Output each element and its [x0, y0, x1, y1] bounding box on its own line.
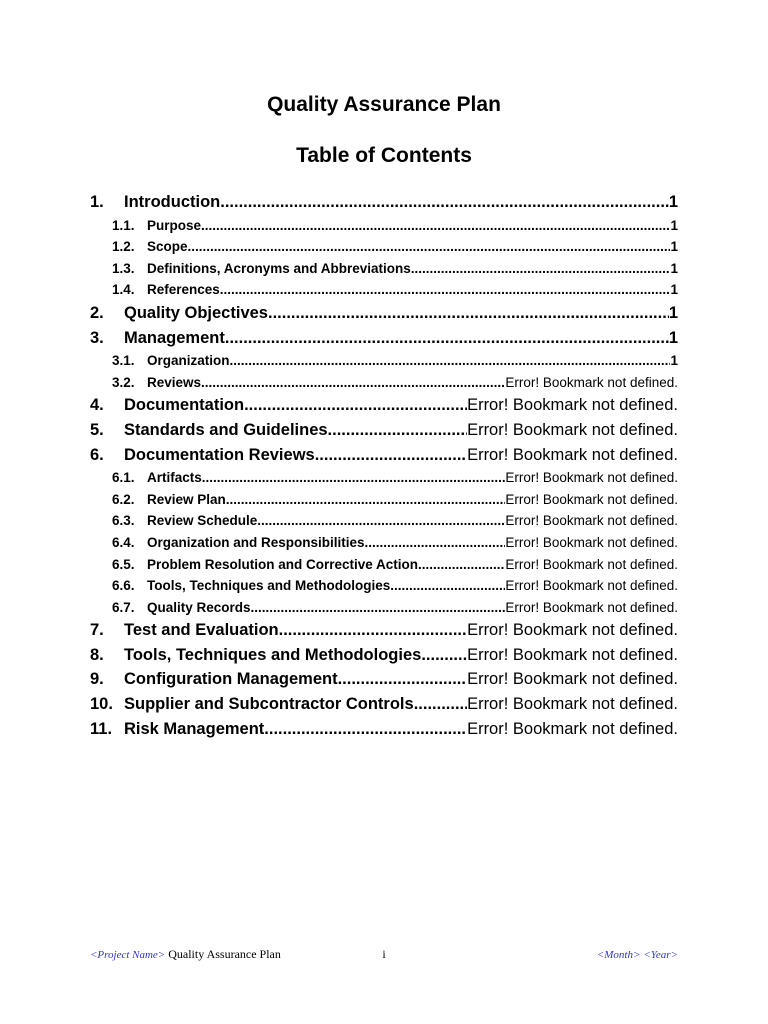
toc-dot-leader — [188, 236, 671, 258]
toc-entry[interactable] — [90, 692, 678, 717]
toc-entry-page: 1 — [668, 328, 678, 347]
toc-entry-number: 1.3. — [112, 260, 135, 276]
toc-entry-page: Error! Bookmark not defined. — [467, 621, 678, 640]
toc-entry[interactable] — [90, 489, 678, 511]
toc-entry-page: 1 — [668, 193, 678, 211]
toc-entry[interactable] — [90, 554, 678, 576]
toc-entry-number: 3.2. — [112, 374, 135, 390]
toc-dot-leader — [226, 489, 506, 511]
month-placeholder: <Month> — [596, 949, 641, 961]
toc-entry-number: 6.4. — [112, 534, 135, 550]
toc-entry-label: Tools, Techniques and Methodologies — [124, 645, 422, 664]
toc-entry-label: Test and Evaluation — [124, 621, 279, 640]
toc-entry-page: Error! Bookmark not defined. — [467, 719, 678, 738]
toc-entry-label: Purpose — [147, 217, 202, 233]
toc-dot-leader — [279, 618, 467, 643]
toc-entry-number: 1.1. — [112, 217, 135, 233]
toc-entry-page: Error! Bookmark not defined. — [505, 491, 678, 507]
toc-entry[interactable] — [90, 467, 678, 489]
toc-entry-number: 6.6. — [112, 578, 135, 594]
toc-dot-leader — [414, 692, 467, 717]
toc-dot-leader — [202, 467, 506, 489]
toc-entry-label: References — [147, 282, 220, 298]
toc-entry[interactable] — [90, 372, 678, 394]
toc-entry-page: 1 — [670, 282, 678, 298]
toc-entry-page: Error! Bookmark not defined. — [505, 556, 678, 572]
toc-entry-number: 6.2. — [112, 491, 135, 507]
toc-entry-number: 9. — [90, 670, 104, 689]
toc-entry-page: Error! Bookmark not defined. — [505, 470, 678, 486]
toc-entry[interactable] — [90, 350, 678, 372]
toc-entry[interactable] — [90, 236, 678, 258]
page-footer — [90, 947, 678, 965]
toc-dot-leader — [418, 554, 505, 576]
project-name-placeholder: <Project Name> — [90, 949, 166, 961]
toc-entry-label: Scope — [147, 239, 188, 255]
toc-dot-leader — [257, 510, 505, 532]
toc-entry[interactable] — [90, 643, 678, 668]
toc-entry-page: Error! Bookmark not defined. — [467, 670, 678, 689]
toc-entry[interactable] — [90, 575, 678, 597]
toc-dot-leader — [220, 279, 671, 301]
toc-entry-label: Quality Objectives — [124, 303, 268, 322]
toc-entry-number: 6.7. — [112, 599, 135, 615]
toc-entry-label: Review Plan — [147, 491, 226, 507]
toc-entry[interactable] — [90, 597, 678, 619]
toc-entry-label: Documentation — [124, 396, 245, 415]
toc-dot-leader — [201, 215, 670, 237]
toc-entry[interactable] — [90, 618, 678, 643]
toc-entry-number: 7. — [90, 621, 104, 640]
toc-entry-label: Supplier and Subcontractor Controls — [124, 695, 414, 714]
toc-entry-label: Standards and Guidelines — [124, 420, 328, 439]
toc-entry[interactable] — [90, 301, 678, 326]
toc-dot-leader — [268, 301, 669, 326]
toc-entry-label: Definitions, Acronyms and Abbreviations — [147, 260, 411, 276]
toc-entry[interactable] — [90, 532, 678, 554]
toc-entry-page: Error! Bookmark not defined. — [505, 513, 678, 529]
toc-entry-page: 1 — [670, 260, 678, 276]
toc-entry-page: Error! Bookmark not defined. — [505, 578, 678, 594]
toc-entry-label: Risk Management — [124, 719, 265, 738]
toc-entry-page: Error! Bookmark not defined. — [467, 420, 678, 439]
toc-dot-leader — [328, 418, 468, 443]
toc-entry-label: Artifacts — [147, 470, 202, 486]
toc-entry[interactable] — [90, 443, 678, 468]
year-placeholder: <Year> — [643, 949, 678, 961]
document-title: Quality Assurance Plan — [267, 93, 501, 116]
toc-entry-page: Error! Bookmark not defined. — [505, 374, 678, 390]
toc-entry-number: 4. — [90, 396, 104, 415]
toc-entry[interactable] — [90, 326, 678, 351]
toc-entry-label: Organization and Responsibilities — [147, 534, 365, 550]
footer-date — [597, 947, 678, 962]
toc-entry-label: Management — [124, 328, 225, 347]
toc-entry-page: Error! Bookmark not defined. — [467, 396, 678, 415]
toc-dot-leader — [411, 258, 671, 280]
toc-entry[interactable] — [90, 215, 678, 237]
toc-entry-label: Configuration Management — [124, 670, 338, 689]
toc-dot-leader — [365, 532, 506, 554]
toc-entry-page: Error! Bookmark not defined. — [467, 695, 678, 714]
toc-entry-number: 1.4. — [112, 282, 135, 298]
toc-entry-label: Tools, Techniques and Methodologies — [147, 578, 391, 594]
footer-doc-name: Quality Assurance Plan — [165, 947, 281, 961]
toc-entry-number: 3. — [90, 328, 104, 347]
toc-entry[interactable] — [90, 190, 678, 215]
toc-entry-label: Documentation Reviews — [124, 445, 315, 464]
toc-heading: Table of Contents — [296, 144, 472, 167]
toc-entry-page: Error! Bookmark not defined. — [467, 645, 678, 664]
toc-entry[interactable] — [90, 717, 678, 742]
toc-dot-leader — [251, 597, 506, 619]
toc-entry[interactable] — [90, 393, 678, 418]
toc-entry-label: Review Schedule — [147, 513, 258, 529]
toc-dot-leader — [201, 372, 505, 394]
toc-entry-label: Reviews — [147, 374, 202, 390]
toc-entry[interactable] — [90, 279, 678, 301]
toc-entry-number: 6. — [90, 445, 104, 464]
toc-dot-leader — [225, 326, 669, 351]
toc-entry-number: 11. — [90, 719, 113, 738]
toc-entry[interactable] — [90, 667, 678, 692]
toc-entry-number: 6.3. — [112, 513, 135, 529]
toc-dot-leader — [244, 393, 467, 418]
toc-entry-label: Organization — [147, 353, 230, 369]
toc-entry-label: Quality Records — [147, 599, 251, 615]
toc-entry-page: 1 — [668, 303, 678, 322]
toc-dot-leader — [421, 643, 467, 668]
toc-entry-number: 5. — [90, 420, 104, 439]
toc-entry[interactable] — [90, 510, 678, 532]
toc-entry-number: 1. — [90, 193, 104, 211]
toc-entry-number: 6.1. — [112, 470, 135, 486]
toc-entry[interactable] — [90, 418, 678, 443]
toc-dot-leader — [390, 575, 505, 597]
toc-entry-page: Error! Bookmark not defined. — [505, 534, 678, 550]
toc-dot-leader — [315, 443, 467, 468]
toc-entry[interactable] — [90, 258, 678, 280]
toc-entry-page: 1 — [670, 217, 678, 233]
toc-entry-number: 6.5. — [112, 556, 135, 572]
footer-page-number: i — [382, 947, 386, 961]
toc-entry-number: 8. — [90, 645, 104, 664]
toc-entry-page: Error! Bookmark not defined. — [505, 599, 678, 615]
toc-entry-number: 2. — [90, 303, 104, 322]
table-of-contents — [90, 190, 678, 741]
toc-entry-label: Problem Resolution and Corrective Action — [147, 556, 419, 572]
toc-entry-number: 3.1. — [112, 353, 135, 369]
toc-dot-leader — [230, 350, 671, 372]
toc-entry-number: 10. — [90, 695, 113, 714]
toc-entry-number: 1.2. — [112, 239, 135, 255]
toc-dot-leader — [264, 717, 467, 742]
toc-entry-page: 1 — [670, 239, 678, 255]
toc-dot-leader — [338, 667, 467, 692]
toc-entry-label: Introduction — [124, 193, 221, 211]
toc-entry-page: 1 — [670, 353, 678, 369]
toc-entry-page: Error! Bookmark not defined. — [467, 445, 678, 464]
toc-dot-leader — [220, 190, 669, 215]
